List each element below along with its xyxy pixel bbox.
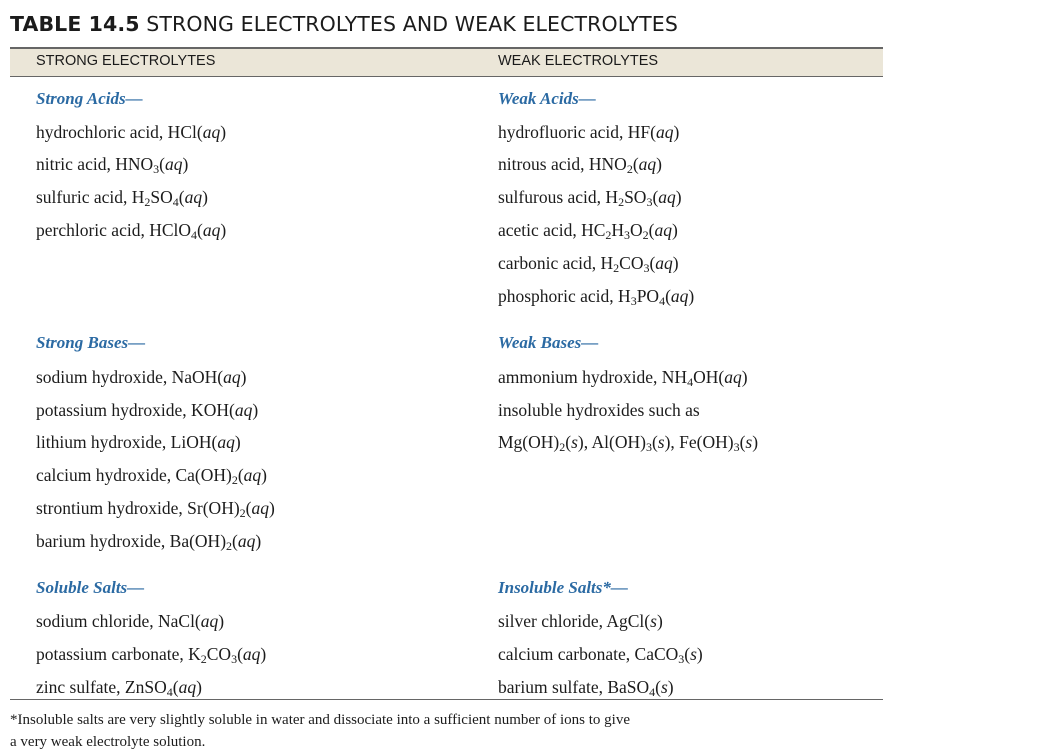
list-item: nitric acid, $HNO_3(aq)$	[36, 154, 189, 176]
list-item: potassium hydroxide, KOH(aq)	[36, 400, 259, 420]
list-item: barium hydroxide, $Ba(OH)_2(aq)$	[36, 531, 262, 553]
list-item: lithium hydroxide, LiOH(aq)	[36, 432, 241, 452]
list-item: sulfurous acid, $H_2SO_3(aq)$	[498, 187, 682, 209]
group-heading-soluble-salts: Soluble Salts—	[36, 578, 145, 597]
list-item: potassium carbonate, $K_2CO_3(aq)$	[36, 644, 267, 666]
footnote-line: *Insoluble salts are very slightly soluble in water and dissociate into a sufficient number of ions to give	[10, 712, 631, 728]
list-item: sodium chloride, NaCl(aq)	[36, 611, 225, 631]
list-item: calcium hydroxide, $Ca(OH)_2(aq)$	[36, 465, 267, 487]
list-item: zinc sulfate, ZnSO$_4$(aq)	[36, 677, 202, 699]
group-heading-insoluble-salts: Insoluble Salts*—	[498, 578, 628, 597]
list-item: hydrofluoric acid, HF(aq)	[498, 122, 680, 142]
group-heading-strong-acids: Strong Acids—	[36, 89, 143, 108]
column-header-strong: STRONG ELECTROLYTES	[36, 53, 216, 69]
group-heading-strong-bases: Strong Bases—	[36, 333, 146, 352]
list-item: hydrochloric acid, HCl(aq)	[36, 122, 227, 142]
list-item: barium sulfate, BaSO$_4$(s)	[498, 677, 674, 699]
list-item: perchloric acid, HClO$_4$(aq)	[36, 220, 227, 242]
table-title	[10, 12, 678, 36]
list-item: acetic acid, $HC_2H_3O_2(aq)$	[498, 220, 678, 242]
list-item: nitrous acid, $HNO_2(aq)$	[498, 154, 662, 176]
list-item: strontium hydroxide, $Sr(OH)_2(aq)$	[36, 498, 275, 520]
list-item: sulfuric acid, $H_2SO_4(aq)$	[36, 187, 208, 209]
list-item: phosphoric acid, $H_3PO_4(aq)$	[498, 286, 695, 308]
table-title-text: STRONG ELECTROLYTES AND WEAK ELECTROLYTES	[146, 12, 678, 36]
table-bottom-rule	[10, 699, 883, 700]
list-item: carbonic acid, $H_2CO_3(aq)$	[498, 253, 679, 275]
list-item: calcium carbonate, CaCO$_3$(s)	[498, 644, 703, 666]
list-item: $Mg(OH)_2(s)$, $Al(OH)_3(s)$, $Fe(OH)_3(s)$	[498, 432, 759, 454]
group-heading-weak-acids: Weak Acids—	[498, 89, 596, 108]
list-item: ammonium hydroxide, $NH_4OH(aq)$	[498, 367, 748, 389]
group-heading-weak-bases: Weak Bases—	[498, 333, 599, 352]
list-item: insoluble hydroxides such as	[498, 400, 700, 420]
list-item: silver chloride, AgCl(s)	[498, 611, 663, 631]
table-number: TABLE 14.5	[10, 12, 140, 36]
footnote-line: a very weak electrolyte solution.	[10, 734, 206, 750]
column-header-weak: WEAK ELECTROLYTES	[498, 53, 659, 69]
list-item: sodium hydroxide, NaOH(aq)	[36, 367, 247, 387]
